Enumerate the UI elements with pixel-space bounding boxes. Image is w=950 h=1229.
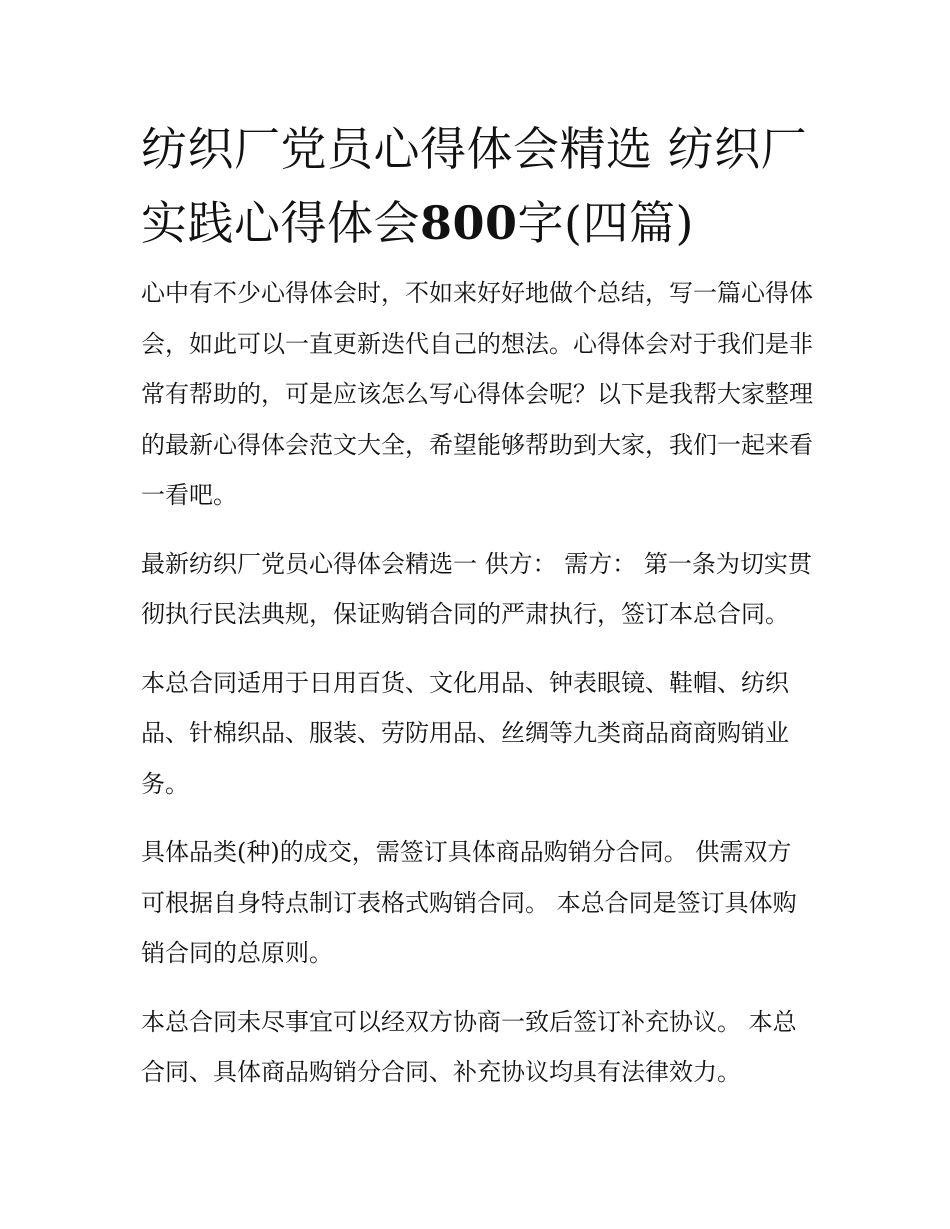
paragraph-contract-supplement: 本总合同未尽事宜可以经双方协商一致后签订补充协议。 本总合同、具体商品购销分合同、补充协议均具有法律效力。 xyxy=(141,1007,797,1086)
document-body xyxy=(141,112,813,1098)
title-number: 800 xyxy=(420,196,518,250)
document-title xyxy=(141,112,813,260)
title-text-part2: 字(四篇) xyxy=(517,196,694,250)
paragraph-contract-subcontracts: 具体品类(种)的成交，需签订具体商品购销分合同。 供需双方可根据自身特点制订表格式购销合同。 本总合同是签订具体购销合同的总原则。 xyxy=(141,838,797,967)
paragraph-intro: 心中有不少心得体会时，不如来好好地做个总结，写一篇心得体会，如此可以一直更新迭代自己的想法。心得体会对于我们是非常有帮助的，可是应该怎么写心得体会呢？以下是我帮大家整理的最新心得体会范文大全，希望能够帮助到大家，我们一起来看一看吧。 xyxy=(141,279,813,509)
title-text-part1: 纺织厂党员心得体会精选 纺织厂实践心得体会 xyxy=(141,122,808,250)
paragraph-contract-preamble: 最新纺织厂党员心得体会精选一 供方： 需方： 第一条为切实贯彻执行民法典规，保证购销合同的严肃执行，签订本总合同。 xyxy=(141,549,812,628)
paragraph-contract-scope: 本总合同适用于日用百货、文化用品、钟表眼镜、鞋帽、纺织品、针棉织品、服装、劳防用品、丝绸等九类商品商商购销业务。 xyxy=(141,668,789,798)
